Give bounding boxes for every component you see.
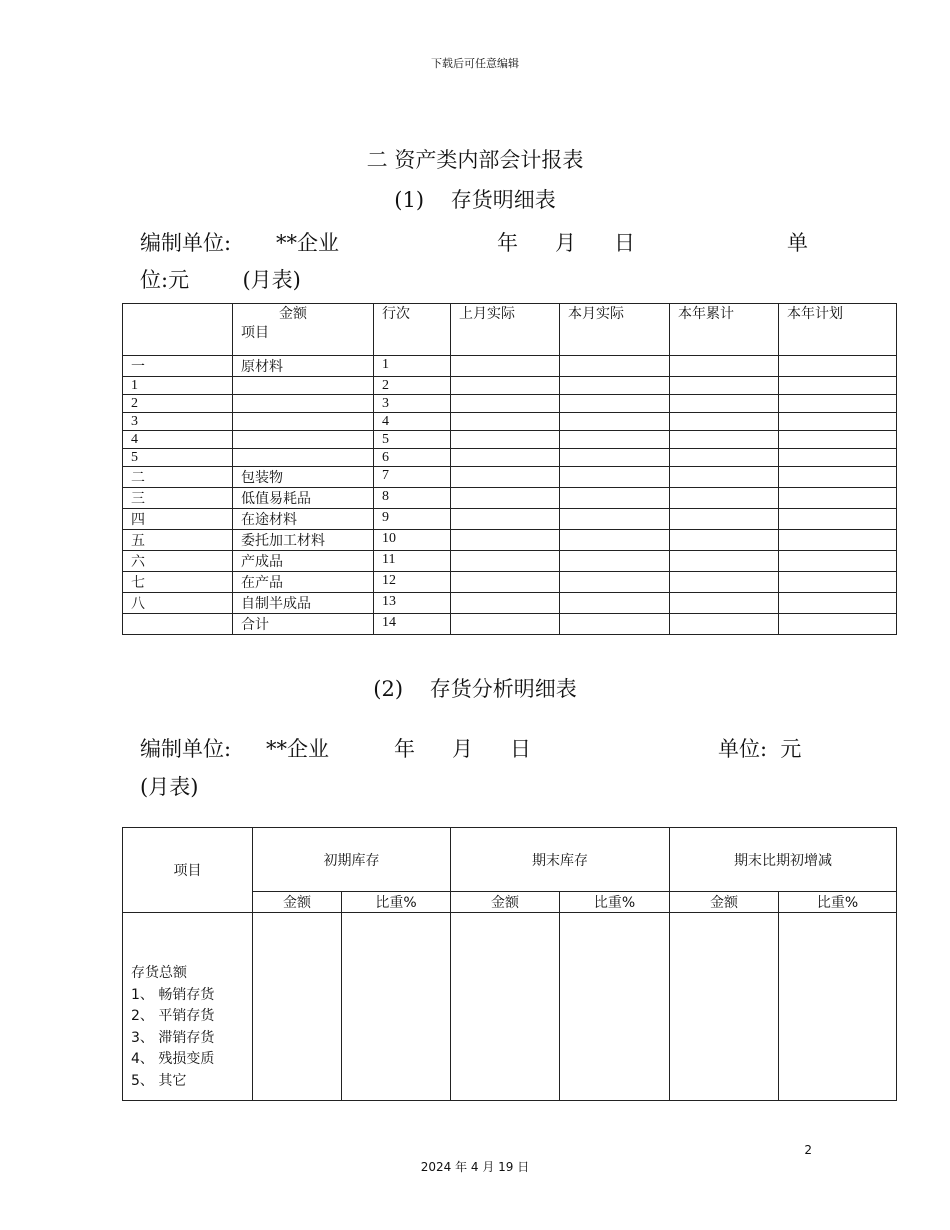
- inventory-analysis-table: [122, 827, 897, 1101]
- row-name: 包装物: [233, 467, 374, 488]
- table-row: [123, 551, 897, 572]
- section-title: 二 资产类内部会计报表: [366, 148, 584, 172]
- header-amount: 金额: [279, 306, 307, 322]
- value-cell: [779, 614, 897, 635]
- value-cell: [670, 572, 779, 593]
- value-cell: [779, 530, 897, 551]
- table1-year: 年: [497, 231, 518, 255]
- value-cell: [560, 530, 670, 551]
- row-no: 8: [374, 488, 451, 509]
- table-row: [123, 572, 897, 593]
- t2-sub-amount: 金额: [670, 892, 779, 913]
- t2-cell: [670, 913, 779, 1101]
- row-name: [233, 377, 374, 395]
- value-cell: [560, 413, 670, 431]
- value-cell: [670, 431, 779, 449]
- table-row: [123, 614, 897, 635]
- t2-cell: [342, 913, 451, 1101]
- row-code: 一: [123, 356, 233, 377]
- value-cell: [779, 395, 897, 413]
- row-name: 产成品: [233, 551, 374, 572]
- value-cell: [560, 431, 670, 449]
- row-name: 低值易耗品: [233, 488, 374, 509]
- value-cell: [451, 449, 560, 467]
- row-no: 3: [374, 395, 451, 413]
- t2-sub-amount: 金额: [253, 892, 342, 913]
- value-cell: [670, 356, 779, 377]
- header-this-month: 本月实际: [560, 304, 670, 356]
- analysis-item: 1、 畅销存货: [131, 986, 215, 1003]
- row-name: [233, 449, 374, 467]
- table2-month: 月: [452, 737, 473, 761]
- header-blank-cell: [123, 304, 233, 356]
- row-name: 委托加工材料: [233, 530, 374, 551]
- table-row: [123, 395, 897, 413]
- t2-header-item: 项目: [123, 828, 253, 913]
- value-cell: [560, 377, 670, 395]
- value-cell: [451, 509, 560, 530]
- table1-day: 日: [614, 231, 635, 255]
- table-row: [123, 431, 897, 449]
- value-cell: [451, 395, 560, 413]
- value-cell: [670, 614, 779, 635]
- row-code: 六: [123, 551, 233, 572]
- row-no: 4: [374, 413, 451, 431]
- table2-day: 日: [510, 737, 531, 761]
- table2-body-row: [123, 913, 897, 1101]
- table1-unit-right: 单: [787, 231, 808, 255]
- row-no: 12: [374, 572, 451, 593]
- analysis-item: 2、 平销存货: [131, 1008, 215, 1024]
- row-name: 合计: [233, 614, 374, 635]
- row-no: 1: [374, 356, 451, 377]
- row-name: 在产品: [233, 572, 374, 593]
- page-number: 2: [804, 1143, 812, 1157]
- table-row: [123, 377, 897, 395]
- row-code: 1: [123, 377, 233, 395]
- header-amount-item-cell: [233, 304, 374, 356]
- value-cell: [451, 467, 560, 488]
- table-row: [123, 593, 897, 614]
- value-cell: [560, 356, 670, 377]
- value-cell: [451, 356, 560, 377]
- value-cell: [670, 377, 779, 395]
- value-cell: [451, 413, 560, 431]
- value-cell: [560, 593, 670, 614]
- t2-cell: [451, 913, 560, 1101]
- analysis-item: 3、 滞销存货: [131, 1029, 215, 1046]
- row-code: 二: [123, 467, 233, 488]
- row-no: 13: [374, 593, 451, 614]
- t2-header-change: 期末比期初增减: [670, 828, 897, 892]
- value-cell: [670, 509, 779, 530]
- table-row: [123, 467, 897, 488]
- t2-header-closing: 期末库存: [451, 828, 670, 892]
- header-plan: 本年计划: [779, 304, 897, 356]
- row-name: 原材料: [233, 356, 374, 377]
- analysis-item: 存货总额: [131, 965, 187, 981]
- table1-header-row: [123, 304, 897, 356]
- header-ytd: 本年累计: [670, 304, 779, 356]
- t2-sub-ratio: 比重%: [342, 892, 451, 913]
- value-cell: [779, 488, 897, 509]
- row-code: 五: [123, 530, 233, 551]
- value-cell: [670, 530, 779, 551]
- value-cell: [779, 431, 897, 449]
- table2-unit-label: 编制单位:: [140, 737, 232, 761]
- table1-company: **企业: [276, 231, 339, 255]
- value-cell: [779, 413, 897, 431]
- row-name: 自制半成品: [233, 593, 374, 614]
- value-cell: [670, 551, 779, 572]
- value-cell: [670, 413, 779, 431]
- t2-sub-amount: 金额: [451, 892, 560, 913]
- value-cell: [560, 395, 670, 413]
- table2-title: (2) 存货分析明细表: [373, 677, 577, 701]
- analysis-item: 4、 残损变质: [131, 1051, 215, 1067]
- row-no: 5: [374, 431, 451, 449]
- table2-unit-line2: (月表): [140, 775, 199, 799]
- row-no: 2: [374, 377, 451, 395]
- table2-company: **企业: [266, 737, 329, 761]
- header-note: 下载后可任意编辑: [431, 57, 519, 70]
- row-no: 9: [374, 509, 451, 530]
- table-row: [123, 488, 897, 509]
- value-cell: [779, 509, 897, 530]
- value-cell: [451, 377, 560, 395]
- value-cell: [670, 395, 779, 413]
- table1-month: 月: [555, 231, 576, 255]
- value-cell: [560, 467, 670, 488]
- table-row: [123, 449, 897, 467]
- row-code: 3: [123, 413, 233, 431]
- value-cell: [779, 377, 897, 395]
- table2-year: 年: [394, 737, 415, 761]
- t2-header-opening: 初期库存: [253, 828, 451, 892]
- value-cell: [451, 572, 560, 593]
- t2-sub-ratio: 比重%: [560, 892, 670, 913]
- row-no: 6: [374, 449, 451, 467]
- t2-sub-ratio: 比重%: [779, 892, 897, 913]
- value-cell: [670, 488, 779, 509]
- header-row-no: 行次: [374, 304, 451, 356]
- value-cell: [779, 593, 897, 614]
- t2-cell: [560, 913, 670, 1101]
- value-cell: [670, 467, 779, 488]
- table1-unit-line2: 位:元 (月表): [140, 268, 301, 292]
- row-no: 7: [374, 467, 451, 488]
- row-name: [233, 395, 374, 413]
- value-cell: [560, 509, 670, 530]
- row-code: 5: [123, 449, 233, 467]
- row-code: 七: [123, 572, 233, 593]
- row-code: 八: [123, 593, 233, 614]
- table1-title: (1) 存货明细表: [394, 188, 556, 212]
- table-row: [123, 530, 897, 551]
- row-no: 14: [374, 614, 451, 635]
- table2-header-row: [123, 828, 897, 892]
- row-code: 4: [123, 431, 233, 449]
- table1-body: [123, 356, 897, 635]
- row-code: 四: [123, 509, 233, 530]
- value-cell: [779, 572, 897, 593]
- value-cell: [451, 551, 560, 572]
- value-cell: [560, 488, 670, 509]
- footer-date: 2024 年 4 月 19 日: [420, 1160, 530, 1174]
- header-item: 项目: [241, 325, 269, 341]
- value-cell: [451, 593, 560, 614]
- table-row: [123, 509, 897, 530]
- value-cell: [560, 572, 670, 593]
- t2-cell: [253, 913, 342, 1101]
- value-cell: [560, 614, 670, 635]
- table-row: [123, 413, 897, 431]
- value-cell: [670, 593, 779, 614]
- analysis-item: 5、 其它: [131, 1072, 187, 1089]
- table2-unit-right: 单位: 元: [718, 737, 802, 761]
- row-code: [123, 614, 233, 635]
- row-name: 在途材料: [233, 509, 374, 530]
- table-row: [123, 356, 897, 377]
- row-no: 11: [374, 551, 451, 572]
- value-cell: [779, 551, 897, 572]
- value-cell: [779, 449, 897, 467]
- value-cell: [451, 530, 560, 551]
- value-cell: [451, 614, 560, 635]
- value-cell: [779, 467, 897, 488]
- row-no: 10: [374, 530, 451, 551]
- value-cell: [560, 449, 670, 467]
- table1-unit-label: 编制单位:: [140, 231, 232, 255]
- value-cell: [560, 551, 670, 572]
- row-name: [233, 413, 374, 431]
- value-cell: [451, 488, 560, 509]
- inventory-detail-table: [122, 303, 897, 635]
- value-cell: [670, 449, 779, 467]
- header-last-month: 上月实际: [451, 304, 560, 356]
- value-cell: [779, 356, 897, 377]
- t2-items-cell: [123, 913, 253, 1101]
- value-cell: [451, 431, 560, 449]
- row-code: 三: [123, 488, 233, 509]
- t2-cell: [779, 913, 897, 1101]
- row-code: 2: [123, 395, 233, 413]
- row-name: [233, 431, 374, 449]
